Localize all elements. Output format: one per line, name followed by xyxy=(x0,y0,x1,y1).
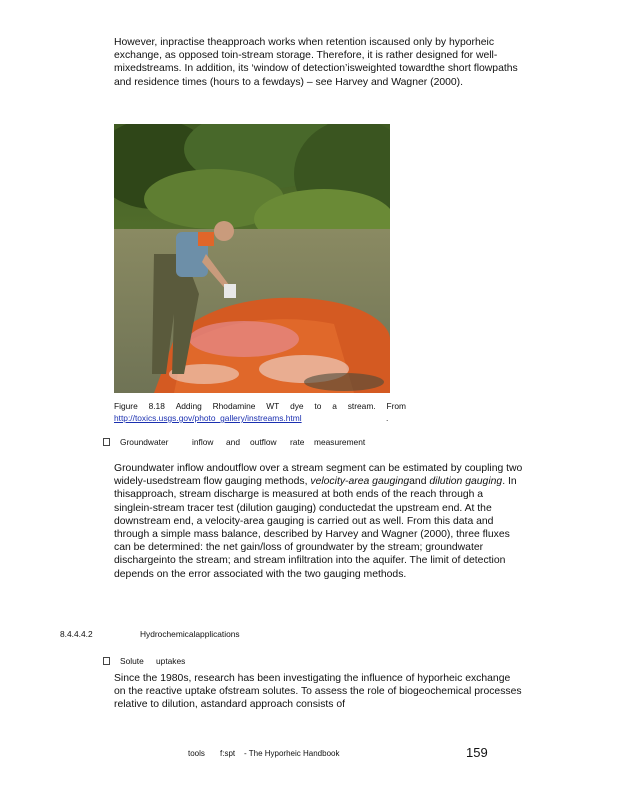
para-text: . In thisapproach, stream discharge is measured at both ends of the reach through a singlein-stream tracer test (dilution gauging) conductedat the upstream end. At the downstream end, a velocity-area gauging is carried out as well. From this data and through a simple mass balance, described by Harvey and Wagner (2000), three fluxes can be determined: the net gain/loss of groundwater by the stream; groundwater dischargeinto the stream; and stream infiltration into the aquifer. The limit of detection depends on the error associated with the two gauging methods. xyxy=(114,476,517,580)
para-italic-term: velocity-area gauging xyxy=(310,476,410,488)
groundwater-paragraph xyxy=(114,462,524,581)
caption-word: Adding xyxy=(175,401,202,411)
heading-word: inflow xyxy=(192,437,214,447)
caption-word: to xyxy=(314,401,322,411)
bullet-solute-heading xyxy=(103,656,185,666)
section-number: 8.4.4.4.2 xyxy=(60,629,93,639)
caption-word: 8.18 xyxy=(148,401,165,411)
page-number: 159 xyxy=(466,745,488,760)
heading-word: Groundwater xyxy=(120,437,169,447)
bullet-box-icon xyxy=(103,438,110,446)
caption-word: From xyxy=(386,401,406,411)
intro-paragraph: However, inpractise theapproach works when retention iscaused only by hyporheic exchange, as opposed toin-stream storage. Therefore, it is rather designed for well-mixedstreams. In addition, its ‘window of detection’isweighted towardthe short flowpaths and residence times (hours to a fewdays) – see Harvey and Wagner (2000). xyxy=(114,37,518,88)
heading-word: uptakes xyxy=(156,656,186,666)
caption-word: stream. xyxy=(347,401,376,411)
figure-caption xyxy=(114,400,406,424)
caption-word: Rhodamine xyxy=(212,401,256,411)
para-text: Groundwater inflow andoutflow over a stream segment can be estimated by coupling two widely-usedstream flow gauging methods, xyxy=(114,463,523,488)
bullet-heading-text xyxy=(120,437,365,447)
para-italic-term: dilution gauging xyxy=(429,476,503,488)
para-text: and xyxy=(409,476,430,488)
heading-word: measurement xyxy=(314,437,366,447)
heading-word: and xyxy=(226,437,240,447)
footer-title: - The Hyporheic Handbook xyxy=(244,749,340,758)
caption-word: WT xyxy=(266,401,280,411)
section-title: Hydrochemicalapplications xyxy=(140,629,240,639)
solute-paragraph: Since the 1980s, research has been investigating the influence of hyporheic exchange on the reactive uptake ofstream solutes. To assess the role of biogeochemical processes relative to dilution, astandard approach consists of xyxy=(114,673,522,711)
caption-second-line xyxy=(114,412,406,424)
bullet-groundwater-heading xyxy=(103,437,365,447)
caption-word: Figure xyxy=(114,401,138,411)
heading-word: outflow xyxy=(250,437,277,447)
caption-first-line xyxy=(114,400,406,412)
heading-word: Solute xyxy=(120,656,144,666)
caption-word: dye xyxy=(290,401,304,411)
footer-label: f:spt xyxy=(220,749,236,758)
bullet-box-icon xyxy=(103,657,110,665)
footer-label: tools xyxy=(188,749,205,758)
caption-period: . xyxy=(386,413,389,423)
bullet-heading-text xyxy=(120,656,185,666)
usgs-photo-gallery-link[interactable]: http://toxics.usgs.gov/photo_gallery/instreams.html xyxy=(114,413,302,423)
figure-photo-rhodamine-dye xyxy=(114,124,390,393)
caption-word: a xyxy=(332,401,337,411)
heading-word: rate xyxy=(290,437,305,447)
